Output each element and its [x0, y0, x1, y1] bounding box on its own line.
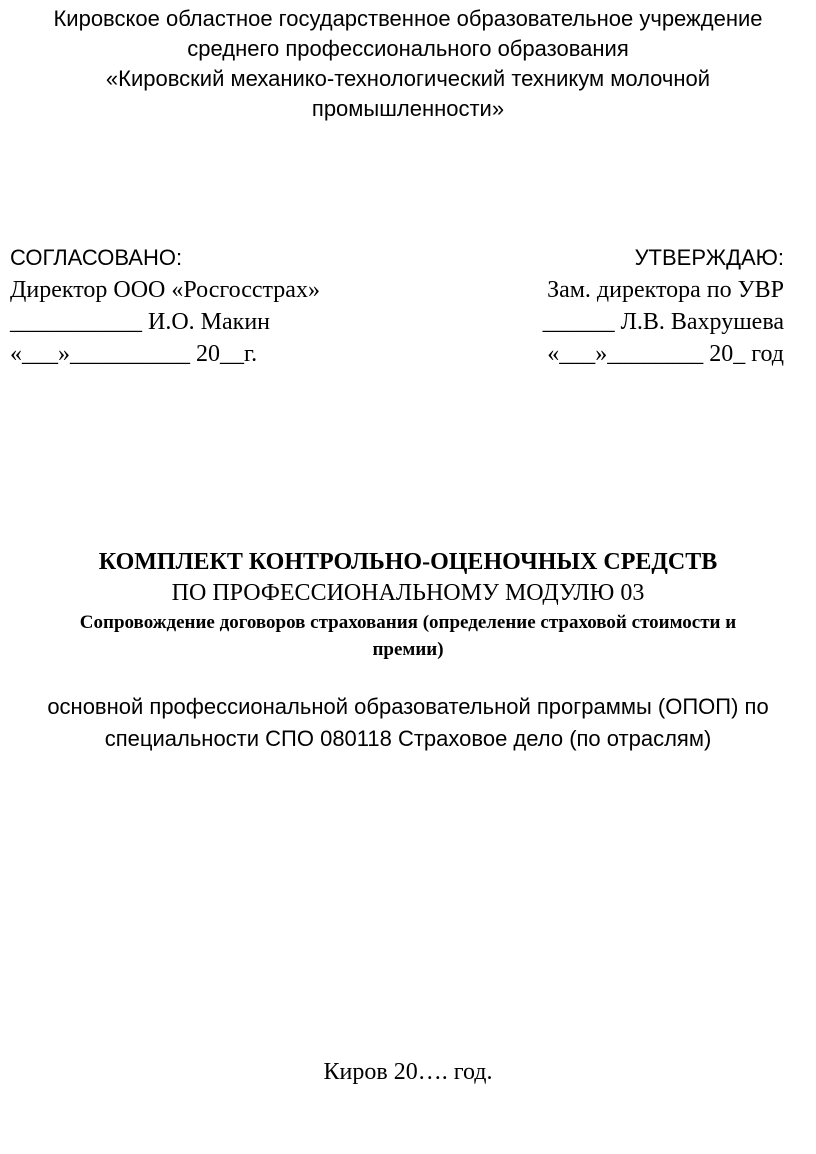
header-line-3: «Кировский механико-технологический техникум молочной [105, 66, 711, 91]
approval-right-position: Зам. директора по УВР [547, 277, 784, 303]
document-title: КОМПЛЕКТ КОНТРОЛЬНО-ОЦЕНОЧНЫХ СРЕДСТВ [98, 549, 718, 575]
program-line-2: специальности СПО 080118 Страховое дело (по отраслям) [104, 726, 712, 751]
approval-left-heading: СОГЛАСОВАНО: [10, 245, 183, 270]
header-line-2: среднего профессионального образования [187, 36, 629, 61]
approval-left-position: Директор ООО «Росгосстрах» [10, 277, 320, 303]
module-title: ПО ПРОФЕССИОНАЛЬНОМУ МОДУЛЮ 03 [171, 580, 645, 606]
subject-line-1: Сопровождение договоров страхования (определение страховой стоимости и [79, 612, 737, 633]
program-line-1: основной профессиональной образовательной программы (ОПОП) по [47, 694, 769, 719]
approval-left-signature: ___________ И.О. Макин [10, 309, 271, 335]
approval-right-signature: ______ Л.В. Вахрушева [542, 309, 784, 335]
approval-left-date: «___»__________ 20__г. [10, 341, 258, 367]
header-line-1: Кировское областное государственное образовательное учреждение [53, 6, 763, 31]
header-line-4: промышленности» [311, 96, 505, 121]
approval-right-heading: УТВЕРЖДАЮ: [634, 245, 784, 270]
subject-line-2: премии) [372, 639, 444, 660]
approval-right-date: «___»________ 20_ год [547, 341, 784, 367]
city-year: Киров 20…. год. [323, 1059, 493, 1085]
